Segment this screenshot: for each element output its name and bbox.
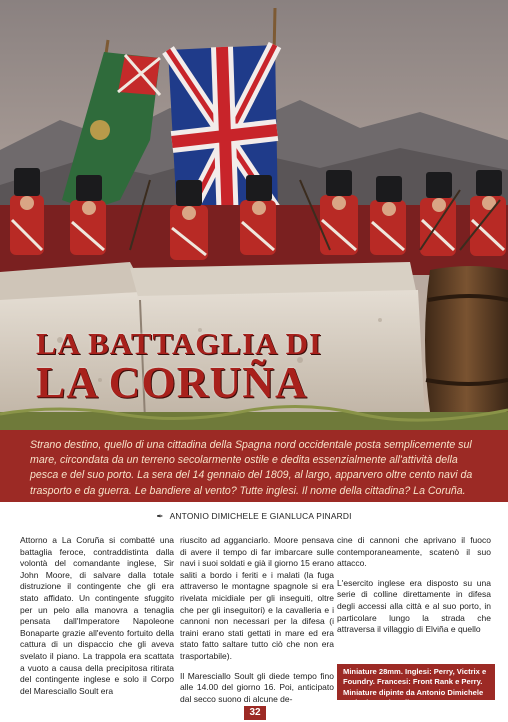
body-paragraph: Il Maresciallo Soult gli diede tempo fino alle 14.00 del giorno 16. Poi, anticipato dal secco suono di alcune de- <box>180 670 334 704</box>
pen-icon: ✒ <box>156 511 164 521</box>
body-paragraph: Attorno a La Coruña si combatté una battaglia feroce, contraddistinta dalla volontà del comandante inglese, Sir John Moore, di salvare dalla totale distruzione il contingente che gli era stato affidato. Un contingente sfuggito per un pelo alla manovra a tenaglia pensata dall'Imperatore Napoleone Bonaparte grazie all'evento fortuito della cattura di un dispaccio che gli aveva svelato il piano. La trappola era scattata a vuoto a causa della precipitosa ritirata del contingente inglese e solo il Corpo del Maresciallo Soult era <box>20 535 174 696</box>
body-column-2 <box>180 535 334 713</box>
body-paragraph: cine di cannoni che aprivano il fuoco contemporaneamente, scatenò il suo attacco. <box>337 535 491 569</box>
intro-box <box>0 430 508 502</box>
article-title <box>36 328 322 406</box>
body-paragraph: riuscito ad agganciarlo. Moore pensava di avere il tempo di far imbarcare sulle navi i suoi soldati e già il giorno 15 erano saliti a bordo i feriti e i malati (la fuga attraverso le montagne spagnole si era rivelata micidiale per gli inseguiti, oltre che per gli inseguitori) e la cavalleria e i cannoni non necessari per la difesa (i traini erano stati gettati in mare ed era stato fatto saltare tutto ciò che non era trasportabile). <box>180 535 334 661</box>
page-number: 32 <box>244 706 266 720</box>
article-title-line2: LA CORUÑA <box>36 358 308 407</box>
article-title-line1: LA BATTAGLIA DI <box>36 326 323 361</box>
byline <box>0 511 508 521</box>
photo-caption: Miniature 28mm. Inglesi: Perry, Victrix e Foundry. Francesi: Front Rank e Perry. Miniature dipinte da Antonio Dimichele e Gianluca Pinardi. <box>337 664 495 700</box>
body-paragraph: L'esercito inglese era disposto su una serie di colline direttamente in difesa degli accessi alla città e al suo porto, in particolare lungo la strada che attraversa il villaggio di Elviña e quello <box>337 577 491 635</box>
byline-authors: ANTONIO DIMICHELE E GIANLUCA PINARDI <box>169 511 352 521</box>
intro-text: Strano destino, quello di una cittadina della Spagna nord occidentale posta semplicemente sul mare, circondata da un terreno secolarmente ostile e dedita essenzialmente all'attività della pesca e del suo porto. La sera del 14 gennaio del 1809, al largo, apparvero oltre cento navi da trasporto e da guerra. Le bandiere al vento? Tutte inglesi. Il nome della cittadina? La Coruña. <box>30 439 473 497</box>
body-column-3 <box>337 535 491 644</box>
body-column-1 <box>20 535 174 705</box>
